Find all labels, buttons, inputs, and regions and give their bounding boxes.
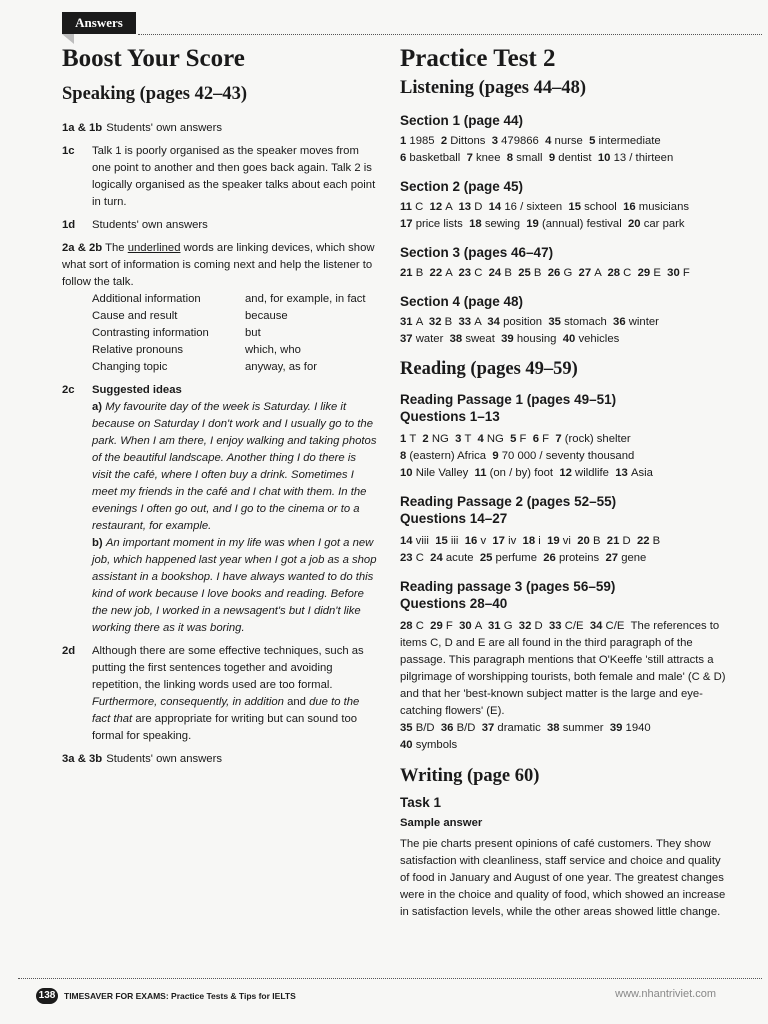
answer-value: school xyxy=(584,201,617,213)
answer-number: 30 xyxy=(667,267,683,279)
sub-label-b: b) xyxy=(92,537,103,549)
section-3-heading: Section 3 (pages 46–47) xyxy=(400,245,554,260)
answer-value: F xyxy=(542,433,550,445)
answer-number: 4 xyxy=(477,433,487,445)
answer-number: 33 xyxy=(458,316,475,328)
answer-number: 37 xyxy=(400,333,416,345)
answer-number: 1 xyxy=(400,135,410,147)
answers-tag: Answers xyxy=(62,12,136,34)
answer-value: 479866 xyxy=(501,135,539,147)
example-cell: and, for example, in fact xyxy=(245,293,366,305)
answer-value: 1985 xyxy=(409,135,435,147)
passage-2-questions: Questions 14–27 xyxy=(400,511,508,526)
answer-line xyxy=(400,314,730,331)
answer-text xyxy=(92,643,378,745)
answer-number: 3 xyxy=(491,135,502,147)
answer-number: 25 xyxy=(518,267,534,279)
answer-number: 24 xyxy=(430,552,446,564)
answer-value: basketball xyxy=(409,152,461,164)
answer-number: 34 xyxy=(589,620,606,632)
practice-test-title: Practice Test 2 xyxy=(400,45,556,72)
answer-number: 10 xyxy=(400,467,416,479)
footer xyxy=(36,988,296,1004)
answer-value: A xyxy=(474,316,482,328)
answer-value: F xyxy=(519,433,527,445)
boost-title: Boost Your Score xyxy=(62,45,245,72)
answer-text-part: Although there are some effective techniques, such as putting the first sentences together and avoiding repetition, the linking words used are too formal. xyxy=(92,645,364,691)
answer-value: nurse xyxy=(554,135,583,147)
answer-number: 8 xyxy=(506,152,517,164)
answer-number: 19 xyxy=(547,535,563,547)
answer-number: 7 xyxy=(555,433,565,445)
answer-number: 15 xyxy=(435,535,451,547)
passage-2-heading: Reading Passage 2 (pages 52–55) xyxy=(400,494,617,509)
answer-line xyxy=(400,331,730,348)
passage-3-questions: Questions 28–40 xyxy=(400,596,508,611)
answer-value: musicians xyxy=(638,201,690,213)
example-cell: which, who xyxy=(245,344,301,356)
answer-line xyxy=(400,448,730,465)
answer-number: 38 xyxy=(449,333,466,345)
answer-value: G xyxy=(503,620,513,632)
answer-value: proteins xyxy=(558,552,600,564)
answer-number: 26 xyxy=(543,552,559,564)
answer-number: 36 xyxy=(613,316,629,328)
speaking-heading: Speaking (pages 42–43) xyxy=(62,84,248,104)
linking-devices-table xyxy=(92,291,366,376)
answer-number: 38 xyxy=(547,722,563,734)
answer-number: 40 xyxy=(562,333,579,345)
answer-number: 3 xyxy=(455,433,465,445)
section-2-heading: Section 2 (page 45) xyxy=(400,179,524,194)
answer-label: 1a & 1b xyxy=(62,122,103,134)
answer-value: B xyxy=(592,535,601,547)
answer-paragraph xyxy=(400,618,730,720)
passage-1-heading: Reading Passage 1 (pages 49–51) xyxy=(400,392,617,407)
tag-corner-decoration xyxy=(62,34,74,44)
answer-number: 6 xyxy=(532,433,543,445)
answer-value: C/E xyxy=(564,620,584,632)
passage-3-heading: Reading passage 3 (pages 56–59) xyxy=(400,579,616,594)
answer-number: 15 xyxy=(568,201,585,213)
answer-value: C xyxy=(623,267,632,279)
answer-number: 27 xyxy=(605,552,622,564)
answer-number: 34 xyxy=(487,316,504,328)
answer-number: 33 xyxy=(548,620,565,632)
answer-value: 13 / thirteen xyxy=(613,152,674,164)
answer-value: housing xyxy=(516,333,557,345)
answer-2c xyxy=(62,382,378,637)
answer-label: 3a & 3b xyxy=(62,753,103,765)
answer-number: 9 xyxy=(492,450,502,462)
answer-value: B xyxy=(504,267,512,279)
answer-number: 32 xyxy=(428,316,445,328)
top-dotted-rule xyxy=(138,34,762,35)
answer-number: 40 xyxy=(400,739,416,751)
answer-number: 5 xyxy=(589,135,599,147)
answer-number: 16 xyxy=(623,201,639,213)
answer-value: F xyxy=(682,267,690,279)
answer-number: 14 xyxy=(400,535,416,547)
answer-value: A xyxy=(445,201,453,213)
answer-value: B xyxy=(444,316,453,328)
answer-value: C/E xyxy=(605,620,625,632)
sample-answer-label: Sample answer xyxy=(400,817,483,829)
answer-value: dentist xyxy=(558,152,592,164)
function-cell: Additional information xyxy=(92,293,201,305)
section-4-heading: Section 4 (page 48) xyxy=(400,294,524,309)
answer-number: 2 xyxy=(440,135,451,147)
answer-number: 4 xyxy=(545,135,555,147)
answer-line xyxy=(400,465,730,482)
answer-number: 5 xyxy=(510,433,520,445)
answer-value: Nile Valley xyxy=(415,467,469,479)
answer-number: 29 xyxy=(430,620,446,632)
answer-value: symbols xyxy=(415,739,458,751)
answer-number: 14 xyxy=(488,201,505,213)
answer-1c xyxy=(62,143,378,211)
example-cell: because xyxy=(245,310,288,322)
answer-value: summer xyxy=(562,722,604,734)
table-row xyxy=(92,308,366,325)
answer-number: 1 xyxy=(400,433,410,445)
website-watermark: www.nhantriviet.com xyxy=(615,988,716,1000)
book-title: TIMESAVER FOR EXAMS: Practice Tests & Tips for IELTS xyxy=(64,991,296,1001)
answer-line xyxy=(400,533,730,550)
answer-value: sewing xyxy=(484,218,520,230)
example-cell: anyway, as for xyxy=(245,361,317,373)
answer-number: 31 xyxy=(400,316,416,328)
answer-value: (rock) shelter xyxy=(564,433,631,445)
answer-value: C xyxy=(415,620,424,632)
suggested-ideas-heading: Suggested ideas xyxy=(92,384,182,396)
answer-line xyxy=(400,720,730,737)
answer-number: 8 xyxy=(400,450,410,462)
answer-value: position xyxy=(503,316,543,328)
answer-italic-part: Furthermore, consequently, in addition xyxy=(92,696,284,708)
answer-label: 2c xyxy=(62,384,75,396)
answer-value: stomach xyxy=(564,316,607,328)
answer-value: Dittons xyxy=(450,135,486,147)
answer-line xyxy=(400,199,730,216)
answer-explanation: The references to items C, D and E are all found in the third paragraph of the passage. This paragraph mentions that O'Keeffe 'still attracts a pilgrimage of worshipping tourists, both female and male' (C & D) and that her 'best-known subject matter is the large and eye-catching flowers' (E). xyxy=(400,620,726,717)
answer-value: (annual) festival xyxy=(541,218,622,230)
answer-number: 20 xyxy=(628,218,644,230)
answer-number: 18 xyxy=(522,535,539,547)
answer-value: A xyxy=(594,267,602,279)
answer-value: i xyxy=(538,535,541,547)
answer-value: v xyxy=(480,535,487,547)
answer-number: 37 xyxy=(481,722,498,734)
answer-2d xyxy=(62,643,378,745)
answer-text: Students' own answers xyxy=(106,122,223,134)
answer-number: 17 xyxy=(400,218,416,230)
answer-number: 22 xyxy=(636,535,653,547)
underlined-word: underlined xyxy=(127,242,181,254)
answer-number: 21 xyxy=(400,267,416,279)
answer-1d xyxy=(62,217,378,234)
answer-value: A xyxy=(415,316,423,328)
answer-text: Students' own answers xyxy=(106,753,223,765)
answer-label: 2a & 2b xyxy=(62,242,103,254)
answer-number: 10 xyxy=(597,152,614,164)
answer-number: 12 xyxy=(429,201,446,213)
function-cell: Contrasting information xyxy=(92,327,209,339)
answer-number: 27 xyxy=(578,267,595,279)
answer-value: vi xyxy=(562,535,571,547)
answer-number: 18 xyxy=(469,218,485,230)
table-row xyxy=(92,325,366,342)
answer-line xyxy=(400,550,730,567)
answer-value: D xyxy=(474,201,483,213)
answer-number: 28 xyxy=(607,267,624,279)
answer-number: 22 xyxy=(429,267,446,279)
answer-number: 9 xyxy=(548,152,559,164)
table-row xyxy=(92,291,366,308)
answer-text: Talk 1 is poorly organised as the speaker moves from one point to another and then goes back again. Talk 2 is logically organised as the speaker talks about each point in turn. xyxy=(92,145,376,208)
function-cell: Relative pronouns xyxy=(92,344,184,356)
reading-heading: Reading (pages 49–59) xyxy=(400,359,578,379)
answer-line xyxy=(400,431,730,448)
answer-label: 1c xyxy=(62,145,75,157)
answer-label: 1d xyxy=(62,219,76,231)
answer-value: C xyxy=(474,267,483,279)
answer-number: 17 xyxy=(492,535,509,547)
answer-number: 20 xyxy=(577,535,593,547)
right-column xyxy=(400,44,730,921)
answer-value: 70 000 / seventy thousand xyxy=(501,450,635,462)
answer-number: 13 xyxy=(458,201,475,213)
answer-value: dramatic xyxy=(497,722,541,734)
answer-text-part: and xyxy=(283,696,310,708)
answer-number: 32 xyxy=(518,620,535,632)
answer-value: iv xyxy=(508,535,517,547)
answer-italic-part: due to the fact that xyxy=(92,696,360,725)
answer-value: wildlife xyxy=(575,467,609,479)
answer-number: 19 xyxy=(526,218,542,230)
bottom-dotted-rule xyxy=(18,978,762,979)
answer-number: 11 xyxy=(400,201,416,213)
answer-number: 23 xyxy=(400,552,416,564)
sample-a-text: My favourite day of the week is Saturday. I like it because on Saturday I don't work and I usually go to the park. When I am there, I enjoy walking and taking photos of the beautiful landscape. Another thing I do there is visit the café, where I often buy a drink. Sometimes I meet my friends in the café and I chat with them. In the evenings I often go out, and I go to the cinema or to a restaurant, for example. xyxy=(92,401,377,532)
answer-number: 21 xyxy=(606,535,623,547)
answer-value: Asia xyxy=(630,467,653,479)
answer-value: knee xyxy=(476,152,501,164)
section-1-heading: Section 1 (page 44) xyxy=(400,113,524,128)
answer-number: 7 xyxy=(466,152,476,164)
answer-number: 24 xyxy=(488,267,505,279)
answer-value: sweat xyxy=(465,333,495,345)
answer-value: water xyxy=(415,333,444,345)
answer-value: B xyxy=(533,267,542,279)
answer-number: 39 xyxy=(501,333,517,345)
answer-line xyxy=(400,265,730,282)
writing-heading: Writing (page 60) xyxy=(400,766,540,786)
answer-value: C xyxy=(415,201,424,213)
answer-value: perfume xyxy=(495,552,537,564)
task-1-heading: Task 1 xyxy=(400,795,442,810)
sample-b-text: An important moment in my life was when I got a new job, which happened last year when I got a job as a shop assistant in a bookshop. I have always wanted to do this kind of work because I love books and reading. Before the new job, I worked in a newsagent's but I didn't like working there as it was boring. xyxy=(92,537,377,634)
answer-value: E xyxy=(653,267,661,279)
answer-value: A xyxy=(445,267,453,279)
answer-number: 28 xyxy=(400,620,416,632)
answer-value: D xyxy=(534,620,543,632)
answer-value: NG xyxy=(431,433,449,445)
answer-value: 16 / sixteen xyxy=(504,201,563,213)
answer-value: T xyxy=(464,433,472,445)
answer-value: C xyxy=(415,552,424,564)
answer-value: winter xyxy=(628,316,659,328)
answer-number: 30 xyxy=(459,620,475,632)
answer-3ab xyxy=(62,751,378,768)
answer-value: iii xyxy=(450,535,459,547)
function-cell: Cause and result xyxy=(92,310,178,322)
answer-value: G xyxy=(563,267,573,279)
answer-number: 31 xyxy=(488,620,504,632)
answer-number: 39 xyxy=(609,722,626,734)
answer-1ab xyxy=(62,120,378,137)
answer-number: 25 xyxy=(479,552,496,564)
answer-number: 36 xyxy=(440,722,457,734)
answer-number: 26 xyxy=(547,267,564,279)
answer-label: 2d xyxy=(62,645,76,657)
answer-value: B xyxy=(652,535,661,547)
answer-run xyxy=(400,620,631,632)
answer-text xyxy=(62,240,378,291)
example-cell: but xyxy=(245,327,261,339)
answer-value: T xyxy=(409,433,417,445)
answer-number: 35 xyxy=(548,316,565,328)
answer-value: small xyxy=(516,152,543,164)
answer-value: A xyxy=(474,620,482,632)
answer-value: gene xyxy=(621,552,647,564)
answer-value: F xyxy=(445,620,453,632)
answer-number: 12 xyxy=(559,467,576,479)
answer-number: 29 xyxy=(637,267,654,279)
answer-value: D xyxy=(622,535,631,547)
answer-value: NG xyxy=(486,433,504,445)
answer-text: Students' own answers xyxy=(92,219,208,231)
answer-text-part: words are linking devices, which show what sort of information is coming next and help the listener to follow the talk. xyxy=(62,242,375,288)
sub-label-a: a) xyxy=(92,401,103,413)
function-cell: Changing topic xyxy=(92,361,168,373)
answer-value: acute xyxy=(445,552,474,564)
table-row xyxy=(92,359,366,376)
answer-value: B xyxy=(415,267,424,279)
passage-1-questions: Questions 1–13 xyxy=(400,409,500,424)
answer-value: car park xyxy=(643,218,685,230)
answer-value: vehicles xyxy=(578,333,620,345)
answer-line xyxy=(400,133,730,150)
sample-answer-text: The pie charts present opinions of café customers. They show satisfaction with cleanliness, staff service and choice and quality of food in January and August of one year. The greatest changes were in the choice and quality of food, which showed an increase in satisfaction levels, while the other areas showed little change. xyxy=(400,838,726,918)
listening-heading: Listening (pages 44–48) xyxy=(400,78,587,98)
answer-text-part: The xyxy=(105,242,128,254)
answer-number: 16 xyxy=(464,535,481,547)
answer-number: 23 xyxy=(458,267,475,279)
answer-value: price lists xyxy=(415,218,463,230)
answer-line xyxy=(400,216,730,233)
answer-value: (eastern) Africa xyxy=(409,450,487,462)
answer-text-part: are appropriate for writing but can sound too formal for speaking. xyxy=(92,713,358,742)
answer-line xyxy=(400,150,730,167)
answer-value: 1940 xyxy=(625,722,651,734)
answer-value: B/D xyxy=(415,722,435,734)
table-row xyxy=(92,342,366,359)
answer-number: 6 xyxy=(400,152,410,164)
answer-line xyxy=(400,737,730,754)
answer-number: 13 xyxy=(615,467,631,479)
answer-2ab xyxy=(62,240,378,291)
answer-value: intermediate xyxy=(598,135,661,147)
answer-number: 2 xyxy=(422,433,432,445)
answer-number: 35 xyxy=(400,722,416,734)
left-column xyxy=(62,44,378,768)
page-number: 138 xyxy=(36,988,58,1004)
answer-value: viii xyxy=(415,535,429,547)
answer-value: B/D xyxy=(456,722,476,734)
answer-value: (on / by) foot xyxy=(489,467,554,479)
answer-number: 11 xyxy=(474,467,490,479)
